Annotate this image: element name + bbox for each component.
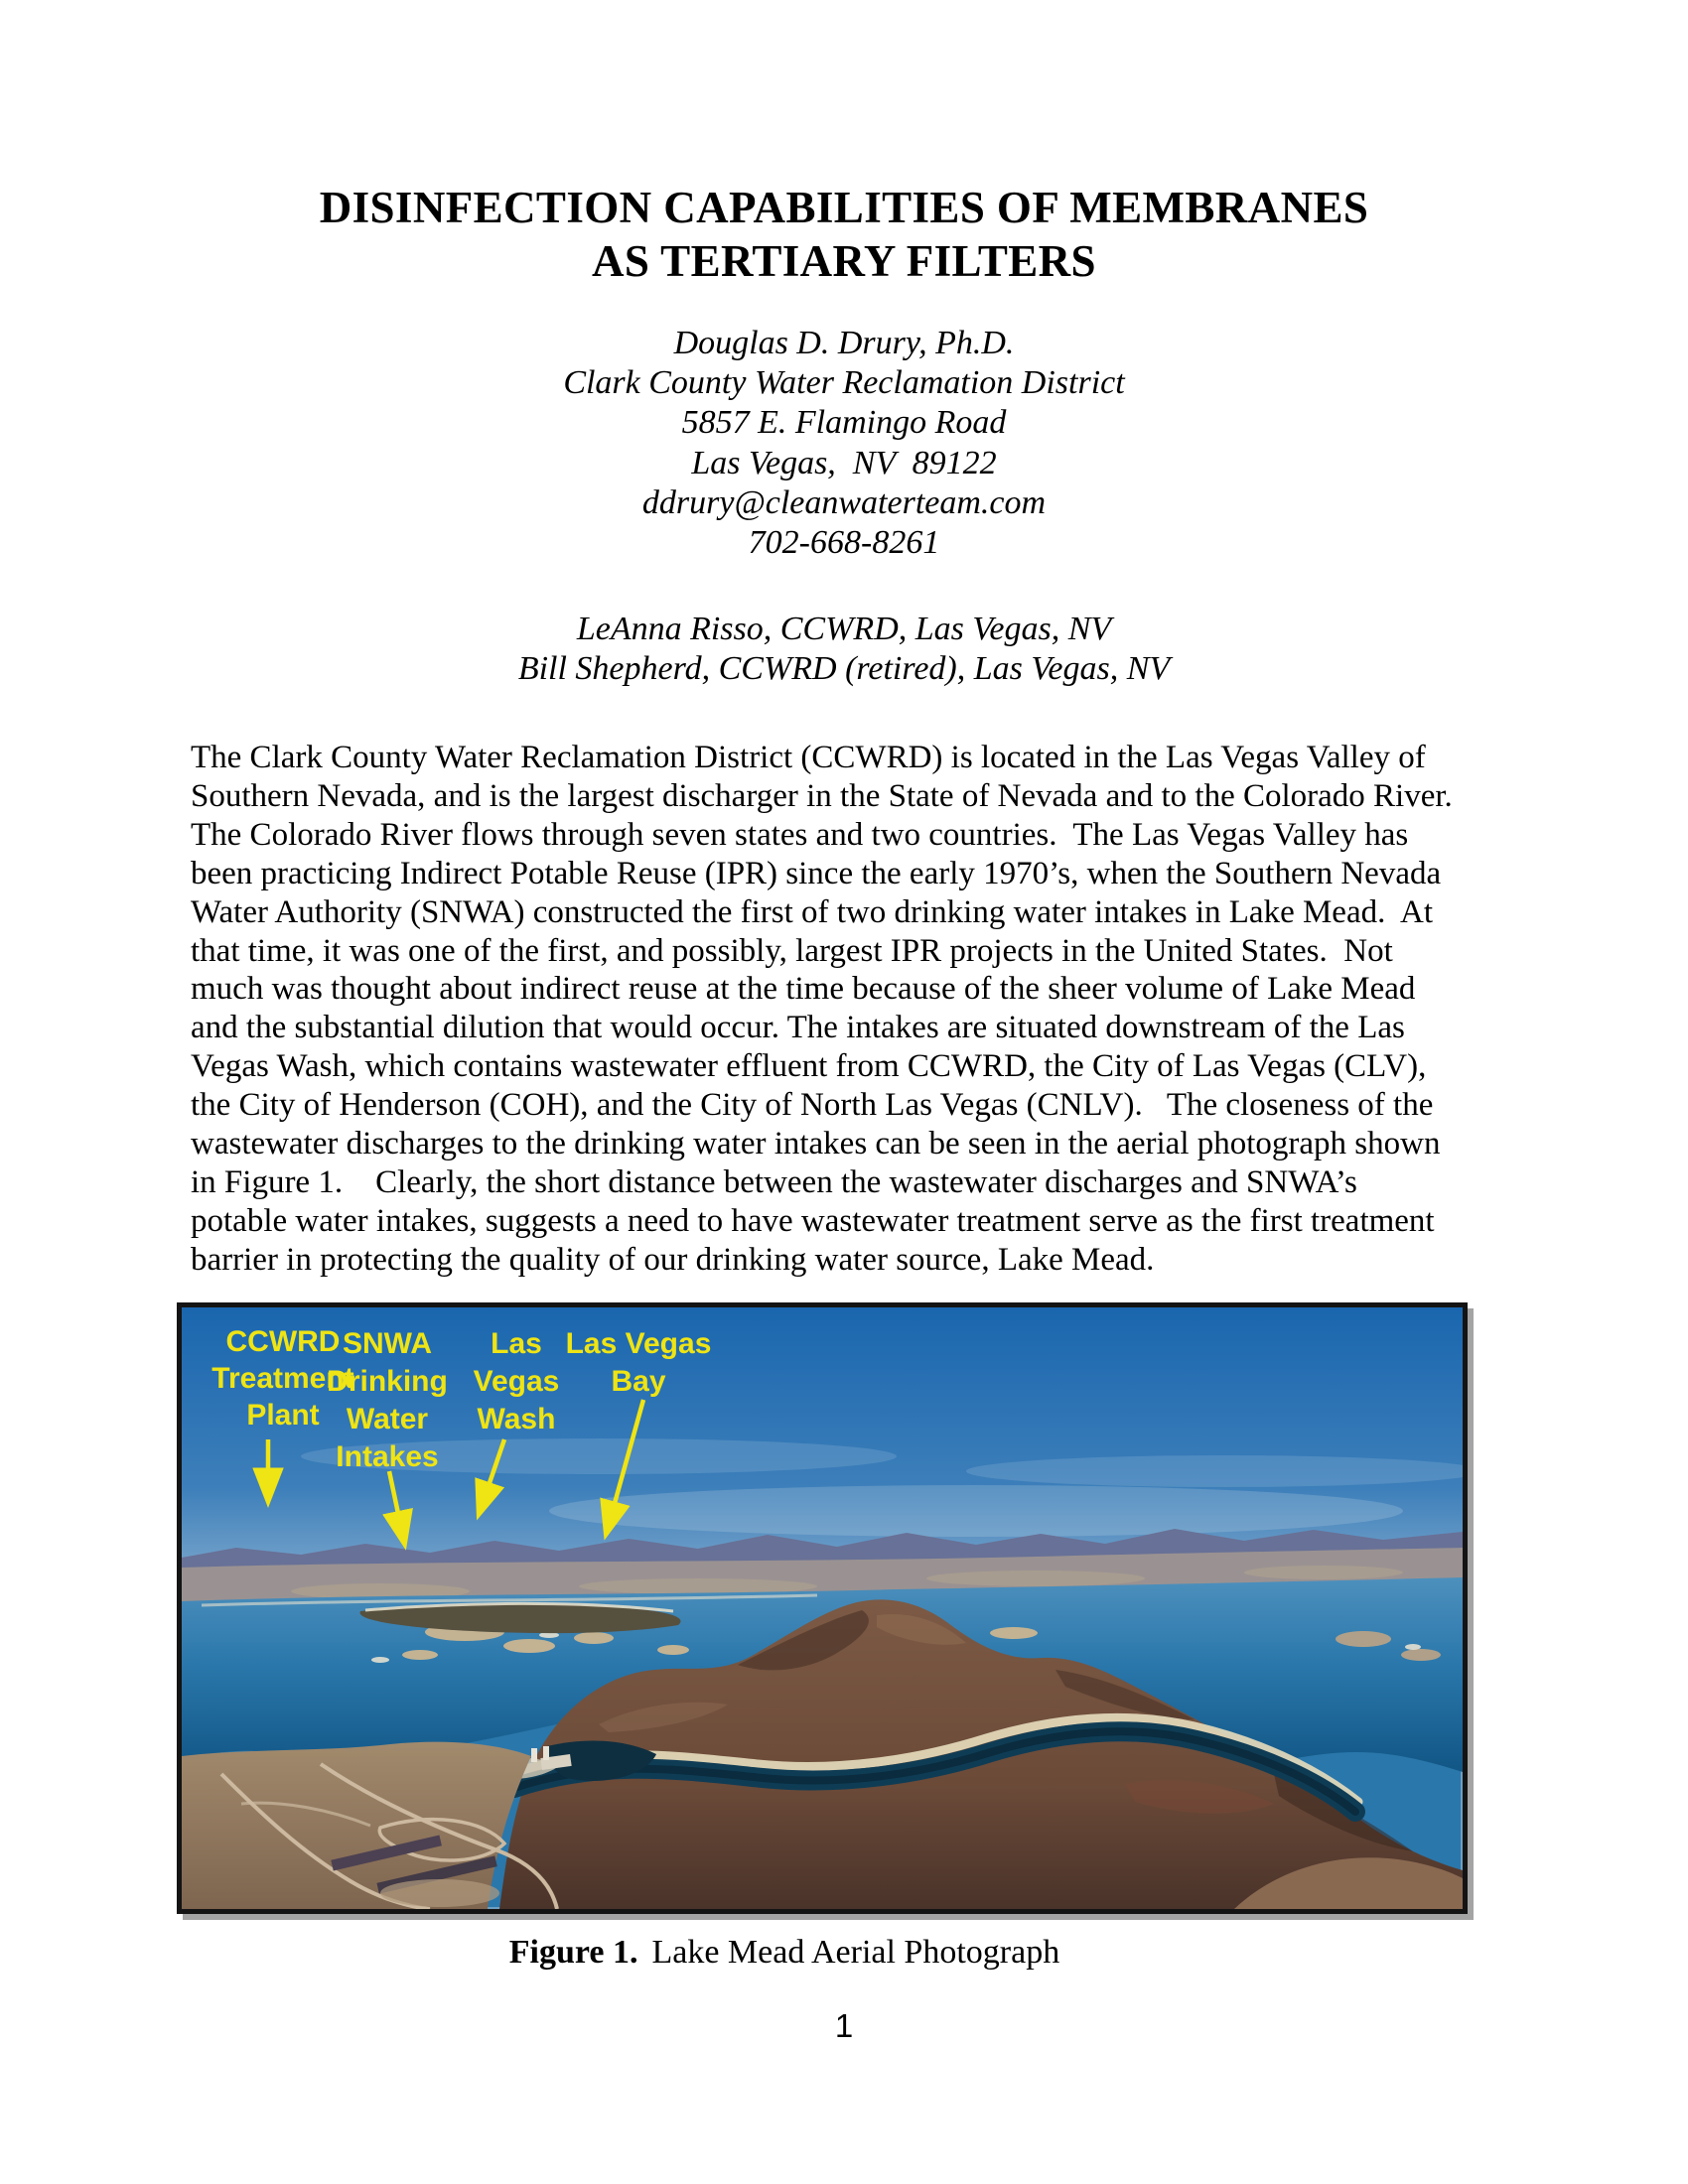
page-number: 1 bbox=[834, 2007, 854, 2044]
author-line: Clark County Water Reclamation District bbox=[563, 364, 1125, 402]
coauthor-block bbox=[0, 610, 1688, 689]
label-snwa-line2: Drinking bbox=[327, 1365, 448, 1398]
label-wash-line2: Vegas bbox=[473, 1365, 560, 1398]
body-line: the City of Henderson (COH), and the City of North Las Vegas (CNLV). The closeness of the bbox=[191, 1087, 1434, 1124]
figure-caption-label: Figure 1. bbox=[508, 1934, 638, 1971]
body-line: Southern Nevada, and is the largest discharger in the State of Nevada and to the Colorado River. bbox=[191, 777, 1453, 814]
body-line: wastewater discharges to the drinking water intakes can be seen in the aerial photograph shown bbox=[191, 1126, 1441, 1162]
body-line: The Clark County Water Reclamation District (CCWRD) is located in the Las Vegas Valley of bbox=[191, 740, 1426, 775]
coauthor-line: Bill Shepherd, CCWRD (retired), Las Vegas, NV bbox=[517, 650, 1171, 688]
body-line: potable water intakes, suggests a need to have wastewater treatment serve as the first treatment bbox=[191, 1202, 1435, 1239]
author-line: Douglas D. Drury, Ph.D. bbox=[673, 325, 1015, 361]
figure-1-lake-mead-aerial-photo bbox=[177, 1302, 1468, 1914]
body-line: that time, it was one of the first, and possibly, largest IPR projects in the United States. Not bbox=[191, 932, 1393, 969]
paper-title-line-2: AS TERTIARY FILTERS bbox=[592, 236, 1096, 286]
label-snwa-line1: SNWA bbox=[343, 1327, 432, 1360]
body-line: The Colorado River flows through seven states and two countries. The Las Vegas Valley has bbox=[191, 816, 1409, 853]
label-ccwrd-line2: Treatment bbox=[211, 1362, 354, 1395]
body-line: much was thought about indirect reuse at the time because of the sheer volume of Lake Mead bbox=[191, 971, 1416, 1008]
body-line: in Figure 1. Clearly, the short distance between the wastewater discharges and SNWA’s bbox=[191, 1163, 1357, 1200]
author-line: ddrury@cleanwaterteam.com bbox=[641, 483, 1047, 521]
label-snwa-line4: Intakes bbox=[336, 1440, 439, 1473]
paper-title-line-1: DISINFECTION CAPABILITIES OF MEMBRANES bbox=[319, 183, 1369, 232]
body-line: barrier in protecting the quality of our drinking water source, Lake Mead. bbox=[191, 1241, 1155, 1278]
body-line: and the substantial dilution that would occur. The intakes are situated downstream of the Las bbox=[191, 1010, 1405, 1046]
label-bay-line1: Las Vegas bbox=[565, 1327, 712, 1360]
label-wash-line3: Wash bbox=[477, 1403, 556, 1435]
body-paragraph bbox=[191, 739, 1511, 1280]
author-block bbox=[0, 324, 1688, 563]
author-line: 702-668-8261 bbox=[748, 524, 940, 562]
body-line: been practicing Indirect Potable Reuse (IPR) since the early 1970’s, when the Southern Nevada bbox=[191, 855, 1442, 891]
label-snwa-line3: Water bbox=[346, 1403, 429, 1435]
coauthor-line: LeAnna Risso, CCWRD, Las Vegas, NV bbox=[576, 611, 1112, 647]
author-line: Las Vegas, NV 89122 bbox=[691, 444, 997, 481]
label-wash-line1: Las bbox=[491, 1327, 542, 1360]
aerial-photo-canvas bbox=[182, 1307, 1463, 1909]
body-line: Vegas Wash, which contains wastewater effluent from CCWRD, the City of Las Vegas (CLV), bbox=[191, 1048, 1427, 1085]
label-bay-line2: Bay bbox=[611, 1365, 666, 1398]
paper-title bbox=[0, 181, 1688, 288]
author-line: 5857 E. Flamingo Road bbox=[681, 404, 1007, 442]
body-line: Water Authority (SNWA) constructed the first of two drinking water intakes in Lake Mead. At bbox=[191, 893, 1434, 930]
figure-caption-text: Lake Mead Aerial Photograph bbox=[651, 1934, 1060, 1971]
figure-caption bbox=[0, 1934, 1569, 1972]
label-ccwrd-line3: Plant bbox=[246, 1399, 320, 1432]
label-ccwrd-line1: CCWRD bbox=[225, 1325, 341, 1358]
